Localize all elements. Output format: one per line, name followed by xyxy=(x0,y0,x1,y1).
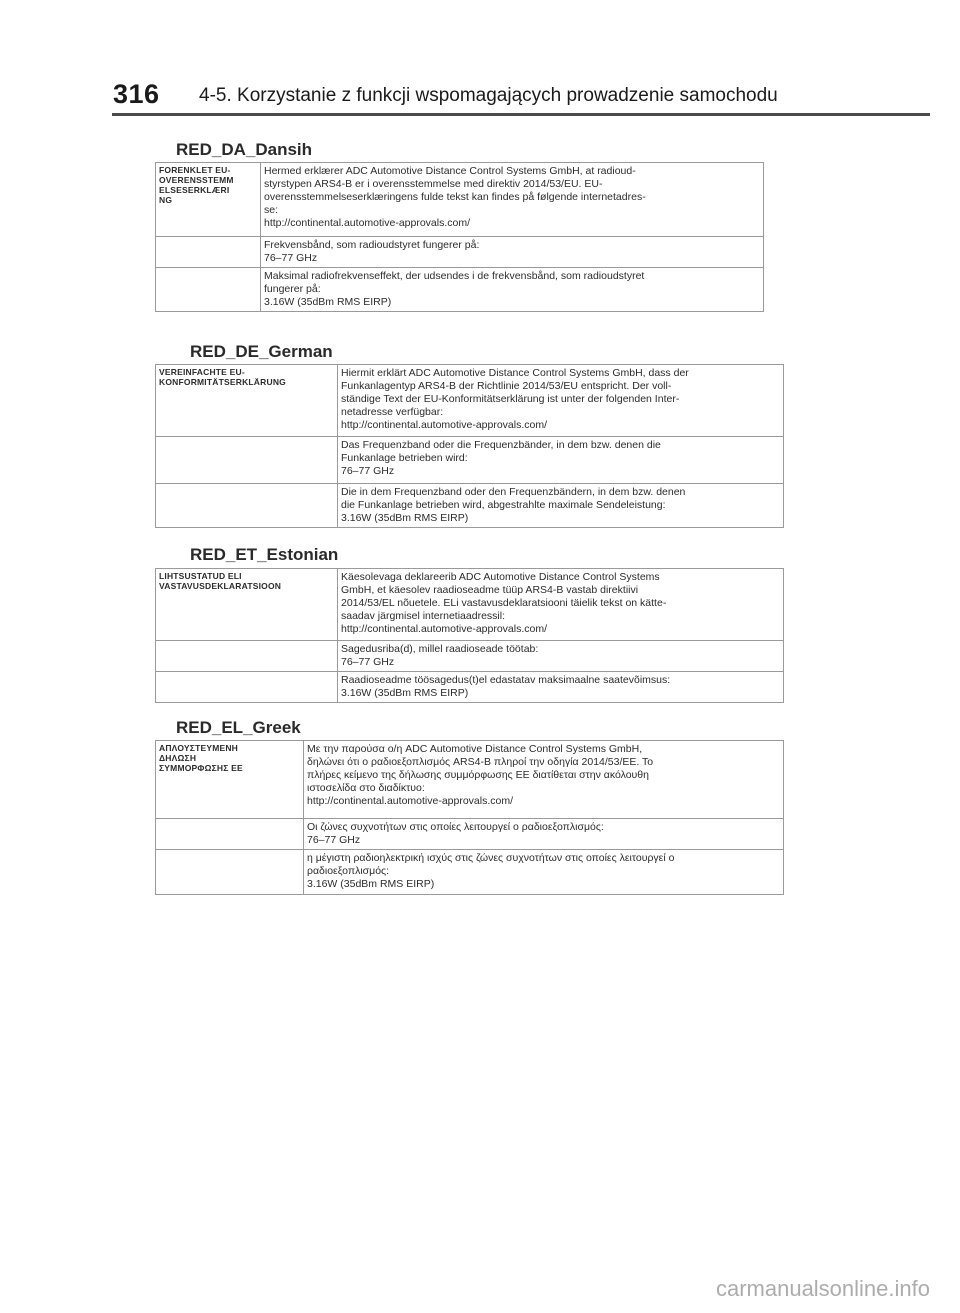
declaration-url: http://continental.automotive-approvals.com/ xyxy=(341,623,548,635)
empty-cell xyxy=(156,641,338,672)
declaration-text: Hiermit erklärt ADC Automotive Distance Control Systems GmbH, dass der Funkanlagentyp ARS4-B der Richtlinie 2014/53/EU entspricht. Der voll- ständige Text der EU-Konformitätserklärung ist unter der folgenden Inter- netadresse verfügbar: http://continental.automotive-approvals.com/ xyxy=(338,365,784,437)
empty-cell xyxy=(156,268,261,312)
section-title-greek: RED_EL_Greek xyxy=(176,718,301,737)
table-row xyxy=(156,672,784,703)
header-divider xyxy=(112,113,930,116)
empty-cell xyxy=(156,819,304,850)
declaration-label: FORENKLET EU- OVERENSSTEMM ELSESERKLÆRI NG xyxy=(156,163,261,237)
section-title-danish: RED_DA_Dansih xyxy=(176,140,313,159)
empty-cell xyxy=(156,437,338,484)
table-row xyxy=(156,484,784,528)
table-row xyxy=(156,268,764,312)
table-row xyxy=(156,365,784,437)
table-row xyxy=(156,741,784,819)
table-row xyxy=(156,641,784,672)
declaration-table-estonian xyxy=(155,568,784,703)
empty-cell xyxy=(156,237,261,268)
max-power-text: Die in dem Frequenzband oder den Frequenzbändern, in dem bzw. denen die Funkanlage betrieben wird, abgestrahlte maximale Sendeleistung: 3.16W (35dBm RMS EIRP) xyxy=(338,484,784,528)
chapter-title: 4-5. Korzystanie z funkcji wspomagających prowadzenie samochodu xyxy=(199,85,778,106)
frequency-band-text: Das Frequenzband oder die Frequenzbänder, in dem bzw. denen die Funkanlage betrieben wird: 76–77 GHz xyxy=(338,437,784,484)
declaration-url: http://continental.automotive-approvals.com/ xyxy=(341,419,548,431)
declaration-table-greek xyxy=(155,740,784,895)
declaration-text: Käesolevaga deklareerib ADC Automotive Distance Control Systems GmbH, et käesolev raadioseadme tüüp ARS4-B vastab direktiivi 2014/53/EL nõuetele. ELi vastavusdeklaratsiooni täielik tekst on kätte- saadav järgmisel internetiaadressil: http://continental.automotive-approvals.com/ xyxy=(338,569,784,641)
table-row xyxy=(156,237,764,268)
table-row xyxy=(156,163,764,237)
max-power-text: η μέγιστη ραδιοηλεκτρική ισχύς στις ζώνες συχνοτήτων στις οποίες λειτουργεί ο ραδιοεξοπλισμός: 3.16W (35dBm RMS EIRP) xyxy=(304,850,784,895)
section-title-estonian: RED_ET_Estonian xyxy=(190,545,339,564)
page-header xyxy=(0,0,960,120)
table-row xyxy=(156,569,784,641)
page-number: 316 xyxy=(113,79,160,109)
declaration-label: ΑΠΛΟΥΣΤΕΥΜΕΝΗ ΔΗΛΩΣΗ ΣΥΜΜΟΡΦΩΣΗΣ ΕΕ xyxy=(156,741,304,819)
empty-cell xyxy=(156,672,338,703)
max-power-text: Raadioseadme töösagedus(t)el edastatav maksimaalne saatevõimsus: 3.16W (35dBm RMS EIRP) xyxy=(338,672,784,703)
frequency-band-text: Frekvensbånd, som radioudstyret fungerer på: 76–77 GHz xyxy=(261,237,764,268)
table-row xyxy=(156,437,784,484)
declaration-text: Με την παρούσα ο/η ADC Automotive Distance Control Systems GmbH, δηλώνει ότι ο ραδιοεξοπλισμός ARS4-B πληροί την οδηγία 2014/53/ΕΕ. Το πλήρες κείμενο της δήλωσης συμμόρφωσης ΕΕ διατίθεται στην ακόλουθη ιστοσελίδα στο διαδίκτυο: http://continental.automotive-approvals.com/ xyxy=(304,741,784,819)
frequency-band-text: Sagedusriba(d), millel raadioseade töötab: 76–77 GHz xyxy=(338,641,784,672)
watermark: carmanualsonline.info xyxy=(715,1276,930,1301)
declaration-table-danish xyxy=(155,162,764,312)
section-title-german: RED_DE_German xyxy=(190,342,333,361)
declaration-url: http://continental.automotive-approvals.com/ xyxy=(264,217,471,229)
declaration-table-german xyxy=(155,364,784,528)
empty-cell xyxy=(156,850,304,895)
table-row xyxy=(156,819,784,850)
frequency-band-text: Οι ζώνες συχνοτήτων στις οποίες λειτουργεί ο ραδιοεξοπλισμός: 76–77 GHz xyxy=(304,819,784,850)
table-row xyxy=(156,850,784,895)
declaration-text: Hermed erklærer ADC Automotive Distance Control Systems GmbH, at radioud- styrstypen ARS4-B er i overensstemmelse med direktiv 2014/53/EU. EU- overensstemmelseserklæringens fulde tekst kan findes på følgende internetadres- se: http://continental.automotive-approvals.com/ xyxy=(261,163,764,237)
declaration-label: LIHTSUSTATUD ELI VASTAVUSDEKLARATSIOON xyxy=(156,569,338,641)
declaration-url: http://continental.automotive-approvals.com/ xyxy=(307,795,514,807)
max-power-text: Maksimal radiofrekvenseffekt, der udsendes i de frekvensbånd, som radioudstyret fungerer på: 3.16W (35dBm RMS EIRP) xyxy=(261,268,764,312)
empty-cell xyxy=(156,484,338,528)
declaration-label: VEREINFACHTE EU- KONFORMITÄTSERKLÄRUNG xyxy=(156,365,338,437)
